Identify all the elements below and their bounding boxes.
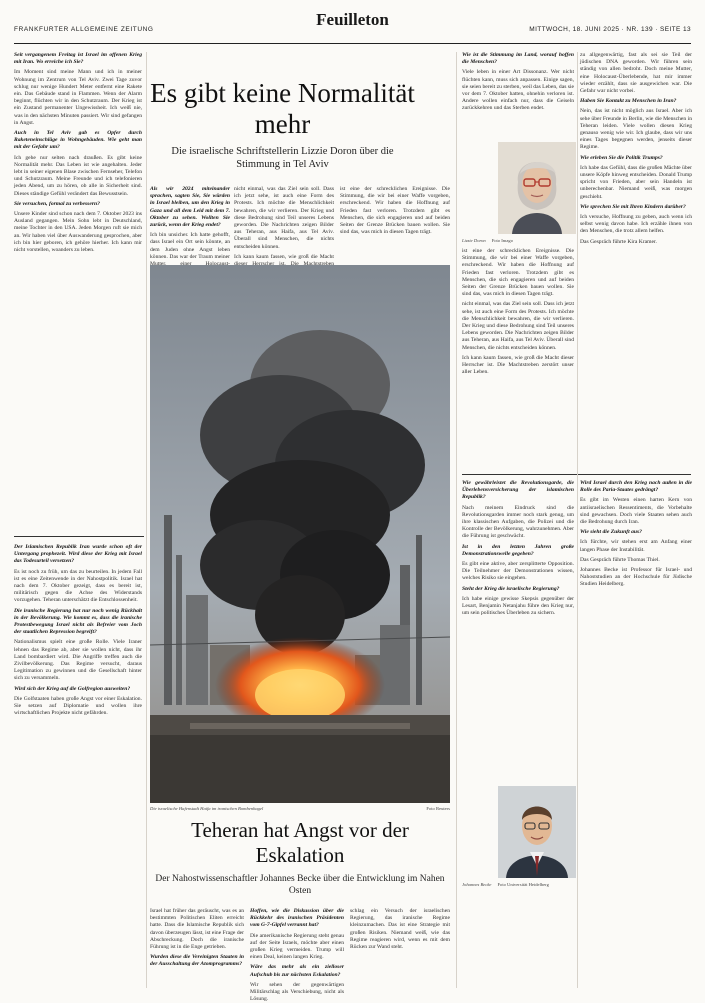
interview-paragraph: Johannes Becke ist Professor für Israel- und Nahoststudien an der Hochschule für Jüdische Studien Heidelberg. <box>580 567 692 588</box>
interview-paragraph: Das Gespräch führte Kira Kramer. <box>580 238 657 245</box>
lizzie-doron-caption <box>462 238 513 243</box>
interview-paragraph: Israel hat früher das geräuscht, was es an bestimmten Politischen Eliten erreicht hatte. Dass die Islamische Republik sich davon überzeugen lässt, ist eine Frage der Abschreckung. Doch die iranische Führung ist in die Enge getrieben. <box>150 908 244 951</box>
interview-paragraph: zu allgegenwärtig, fast als sei sie Teil der jüdischen DNA geworden. Wir führen sein ständig von allen bedroht. Doch meine Mutter, eine Holocaust-Überlebende, hat mir immer wieder erzählt, dass sie ausgewichen war. Die Gefahr war nicht vorbei. <box>580 52 692 95</box>
paper-name: FRANKFURTER ALLGEMEINE ZEITUNG <box>14 26 154 33</box>
interview-question: Wird Israel durch den Krieg nach außen in die Rolle des Paria-Staates gedrängt? <box>580 480 692 494</box>
interview-paragraph: ist eine der schrecklichen Ereignisse. Die Stimmung, die wir bei einer Waffe vorgeben, erschreckend. Wir haben die Hoffnung auf Frieden fast verloren. Trotzdem gibt es Menschen, die sich engagieren und auf beiden Seiten der Grenze Brücken bauen wollen. Sie sind das, was mich in diesen Tagen trägt. <box>340 186 450 236</box>
interview-paragraph: Die Golfstaaten haben große Angst vor einer Eskalation. Sie setzen auf Diplomatie und wollen ihre wirtschaftlichen Projekte nicht gefährden. <box>14 695 142 717</box>
interview-question: Wie sieht die Zukunft aus? <box>580 529 642 536</box>
interview-paragraph: Die amerikanische Regierung steht genau auf der Seite Israels, möchte aber einen großen Krieg vermeiden. Trump will einen Deal, keinen langen Krieg. <box>250 932 344 961</box>
interview-question: Sie versuchen, formal zu verbessern? <box>14 200 100 207</box>
interview-paragraph: Es ist noch zu früh, um das zu beurteilen. In jedem Fall ist es eine Zeitenwende in der Nahostpolitik. Israel hat nach dem 7. Oktober gezeigt, dass es bereit ist, militärisch gegen die Achse des Widerstands vorzugehen. Teheran unterschätzt die Entschlossenheit. <box>14 568 142 604</box>
article2-column-2 <box>150 908 244 990</box>
article2-column-4 <box>350 908 450 990</box>
column-separator <box>146 52 147 988</box>
haifa-photo <box>150 265 450 803</box>
interview-paragraph: Ich fürchte, wir stehen erst am Anfang einer langen Phase der Instabilität. <box>580 539 692 553</box>
interview-question: Der Islamischen Republik Iran wurde schon oft der Untergang prophezeit. Wird diese der Krieg mit Israel das Todesurteil versetzen? <box>14 544 142 565</box>
article1-column-1 <box>14 52 142 532</box>
johannes-becke-caption <box>462 882 549 887</box>
article2-headline: Teheran hat Angst vor der Eskalation <box>191 818 409 867</box>
interview-paragraph: Nach meinem Eindruck sind die Revolutionsgarden immer noch stark genug, um ihre klassischen Aufgaben, die Polizei und die Kontrolle der Bevölkerung, wahrzunehmen. Aber die Führung ist geschwächt. <box>462 504 574 540</box>
interview-paragraph: Ich bin unsicher. Ich hatte gehofft, dass Israel ein Ort sein könnte, an dem Juden ohne Angst leben können. Das war der Traum meiner <box>150 232 230 260</box>
article2-column-5 <box>462 480 574 780</box>
interview-paragraph: Nein, das ist nicht möglich aus Israel. Aber ich sehe über Freunde in Berlin, wie die Menschen in Teheran leiden. Viele wollen diesen Krieg genauso wenig wie wir. Ich glaube, dass wir uns eines Tages begegnen werden, jenseits dieser Regime. <box>580 108 692 151</box>
column-separator <box>456 52 457 988</box>
interview-paragraph: ist eine der schrecklichen Ereignisse. Die Stimmung, die wir bei einer Waffe vorgeben, erschreckend. Wir haben die Hoffnung auf Frieden fast verloren. Trotzdem gibt es Menschen, die sich engagieren und auf beiden Seiten der Grenze Brücken bauen wollen. Sie sind das, was mich in diesen Tagen trägt. <box>462 248 574 298</box>
portrait2-caption-name: Johannes Becke <box>462 882 492 887</box>
interview-paragraph: schlag ein Versuch der israelischen Regierung, das iranische Regime kleinzumachen. Das ist eine Strategie mit großen Risiken. Niemand weiß, wie das Regime reagieren wird, wenn es mit dem Rücken zur Wand steht. <box>350 908 450 951</box>
interview-paragraph: Viele leben in einer Art Dissonanz. Wer nicht flüchten kann, muss sich anpassen. Einige sagen, sie seien bereit zu sterben, weil das Leben, das sie vor dem 7. Oktober hatten, ohnehin verloren ist. Andere wollen einfach nur, dass die Geiseln zurückkehren und das Sterben endet. <box>462 69 574 112</box>
interview-paragraph: Ich kann kaum fassen, wie groß die Macht <box>234 253 334 260</box>
interview-question: Seit vergangenem Freitag ist Israel im offenen Krieg mit Iran. Wo erreiche ich Sie? <box>14 52 142 66</box>
interview-paragraph: Im Moment sind meine Mann und ich in meiner Wohnung im Zentrum von Tel Aviv. Zwei Tage zuvor schlug nur wenige Hundert Meter entfernt eine Rakete ein. Das Gebäude stand in Flammen. Wenn der Alarm beginnt, flüchten wir in den Schutzraum. Der Krieg ist ein Zustand permanenter Ungewissheit. Ich weiß nie, was in den nächsten Minuten passiert. Wir sind gefangen in Angst. <box>14 69 142 126</box>
article1-column-7 <box>580 52 692 468</box>
left-divider <box>14 536 144 537</box>
interview-paragraph: Es gibt eine aktive, aber zersplitterte Opposition. Die Teilnehmer der Demonstrationen wissen, welches Risiko sie eingehen. <box>462 561 574 582</box>
interview-question: Wie sprechen Sie mit Ihren Kindern darüber? <box>580 203 686 210</box>
interview-paragraph: Ich versuche, Hoffnung zu geben, auch wenn ich selbst wenig davon habe. Ich erzähle ihnen von den Menschen, die trotz allem helfen. <box>580 214 692 235</box>
interview-paragraph: Ich kann kaum fassen, wie groß die Macht dieser Herrscher ist. Die Machtstreben zerstört unser aller Leben. <box>462 354 574 376</box>
interview-paragraph: Das Gespräch führte Thomas Thiel. <box>580 556 660 563</box>
dateline: MITTWOCH, 18. JUNI 2025 · NR. 139 · SEITE 13 <box>529 26 691 33</box>
interview-question: Haben Sie Kontakt zu Menschen in Iran? <box>580 98 677 105</box>
interview-question: Als wir 2024 miteinander sprachen, sagten Sie, Sie würden in Israel bleiben, um den Krieg in Gaza und all dem Leid mit dem 7. Oktober zu sehen. Wollten Sie zurück, wenn der Krieg endet? <box>150 186 230 229</box>
portrait-caption-name: Lizzie Doron <box>462 238 486 243</box>
interview-paragraph: Unsere Kinder sind schon nach dem 7. Oktober 2023 ins Ausland gegangen. Mein Sohn lebt in Deutschland, meine Tochter in den USA. Jeden Morgen ruft sie mich an. Wir haben viel über Auswanderung gesprochen, aber ich bin hier geboren, ich gehöre hierher. Ich kann mir nicht vorstellen, woanders zu leben. <box>14 211 142 254</box>
interview-question: Steht der Krieg die israelische Regierung? <box>462 585 560 592</box>
interview-paragraph: Ich gehe nur selten nach draußen. Es gibt keine Normalität mehr. Das Leben ist wie angehalten. Jeder lebt in seiner eigenen Blase zwischen Fernseher, Telefon und Schutzraum. Meine Freunde und ich telefonieren jeden Abend, um zu hören, ob alle in Sicherheit sind. Dieses ständige Gefühl verändert das Bewusstsein. <box>14 154 142 197</box>
interview-paragraph: nicht einmal, was das Ziel sein soll. Dass ich jetzt sehe, ist auch eine Form des Protests. Ich möchte die Menschlichkeit bewahren, die wir verlieren. Der Krieg und diese Bedrohung sind Teil unseres Lebens geworden. Die Nachrichten zeigen Bilder aus Teheran, aus Haifa, aus Tel Aviv. Überall sind Menschen, die nichts entscheiden können. <box>234 186 334 250</box>
article2-column-1 <box>14 544 142 988</box>
photo-credit: Foto Reuters <box>426 806 450 811</box>
photo-caption-text: Die israelische Hafenstadt Haifa im iranischen Bombenhagel <box>150 806 264 811</box>
section-title: Feuilleton <box>316 10 389 29</box>
article2-column-3 <box>250 908 344 1003</box>
article1-column-3 <box>234 186 334 258</box>
article1-column-4 <box>340 186 450 258</box>
interview-paragraph: Es gibt im Westen einen harten Kern von antiisraelischen Ressentiments, die Vorbehalte sind gewachsen. Doch viele Staaten sehen auch die Bedrohung durch Iran. <box>580 497 692 526</box>
interview-question: Ist in den letzten Jahren große Demonstrationswelle gegeben? <box>462 543 574 557</box>
interview-question: Wie ist die Stimmung im Land, worauf hoffen die Menschen? <box>462 52 574 66</box>
interview-question: Wäre das mehr als ein zielloser Aufschub bis zur nächsten Eskalation? <box>250 964 344 978</box>
interview-question: Wird sich der Krieg auf die Golfregion ausweiten? <box>14 685 131 692</box>
column-separator <box>577 52 578 988</box>
article2-subheadline: Der Nahostwissenschaftler Johannes Becke über die Entwicklung im Nahen Osten <box>155 874 445 896</box>
lizzie-doron-portrait <box>498 142 576 234</box>
article1-headline: Es gibt keine Normalität mehr <box>150 78 415 139</box>
article1-column-6 <box>462 248 574 468</box>
portrait-credit: Foto Imago <box>491 238 514 243</box>
interview-question: Die iranische Regierung hat nur noch wenig Rückhalt in der Bevölkerung. Wie kommt es, dass die iranische Protestbewegung Israel nicht als Befreier vom Joch der staatlichen Repression begreift? <box>14 607 142 636</box>
article1-subheadline: Die israelische Schriftstellerin Lizzie Doron über die Stimmung in Tel Aviv <box>171 146 394 170</box>
photo-caption <box>150 806 450 811</box>
masthead <box>14 10 691 44</box>
interview-question: Auch in Tel Aviv gab es Opfer durch Raketeneinschläge in Wohngebäuden. Wie geht man mit der Gefahr um? <box>14 130 142 151</box>
interview-question: Hoffen, wie die Diskussion über die Rückkehr des iranischen Präsidenten vom G-7-Gipfel verrannt hat? <box>250 908 344 929</box>
johannes-becke-portrait <box>498 786 576 878</box>
article1-column-5 <box>462 52 574 140</box>
article1-column-2 <box>150 186 230 258</box>
interview-paragraph: Ich habe einige gewisse Skepsis gegenüber der Lesart, Benjamin Netanjahu führe den Krieg nur, um sein politisches Überleben zu sichern. <box>462 595 574 617</box>
interview-paragraph: Wir sehen der gegenwärtigen Militärschlag als Verschiebung, nicht als Lösung. <box>250 981 344 1003</box>
article2-column-6 <box>580 480 692 988</box>
interview-question: Wie gewährleistet die Revolutionsgarde, die Überlebensversicherung der islamischen Republik? <box>462 480 574 501</box>
interview-question: Wie erleben Sie die Politik Trumps? <box>580 154 663 161</box>
interview-paragraph: nicht einmal, was das Ziel sein soll. Dass ich jetzt sehe, ist auch eine Form des Protests. Ich möchte die Menschlichkeit bewahren, die wir verlieren. Der Krieg und diese Bedrohung sind Teil unseres Lebens geworden. Die Nachrichten zeigen Bilder aus Teheran, aus Haifa, aus Tel Aviv. Überall sind Menschen, die nichts entscheiden können. <box>462 301 574 351</box>
interview-question: Wurden diese die Vereinigten Staaten in der Ausschaltung der Atomprogramms? <box>150 954 244 968</box>
interview-paragraph: Ich habe das Gefühl, dass die großen Mächte über unsere Köpfe hinweg entscheiden. Donald Trump spricht von Frieden, aber sein Handeln ist unberechenbar. Niemand weiß, was morgen geschieht. <box>580 164 692 200</box>
interview-paragraph: Nationalismus spielt eine große Rolle. Viele Iraner lehnen das Regime ab, aber sie wollen nicht, dass ihr Land bombardiert wird. Die Angriffe treffen auch die Zivilbevölkerung. Das Regime versucht, daraus Legitimation zu gewinnen und die Gesellschaft hinter sich zu versammeln. <box>14 639 142 682</box>
portrait2-credit: Foto Universität Heidelberg <box>497 882 549 887</box>
